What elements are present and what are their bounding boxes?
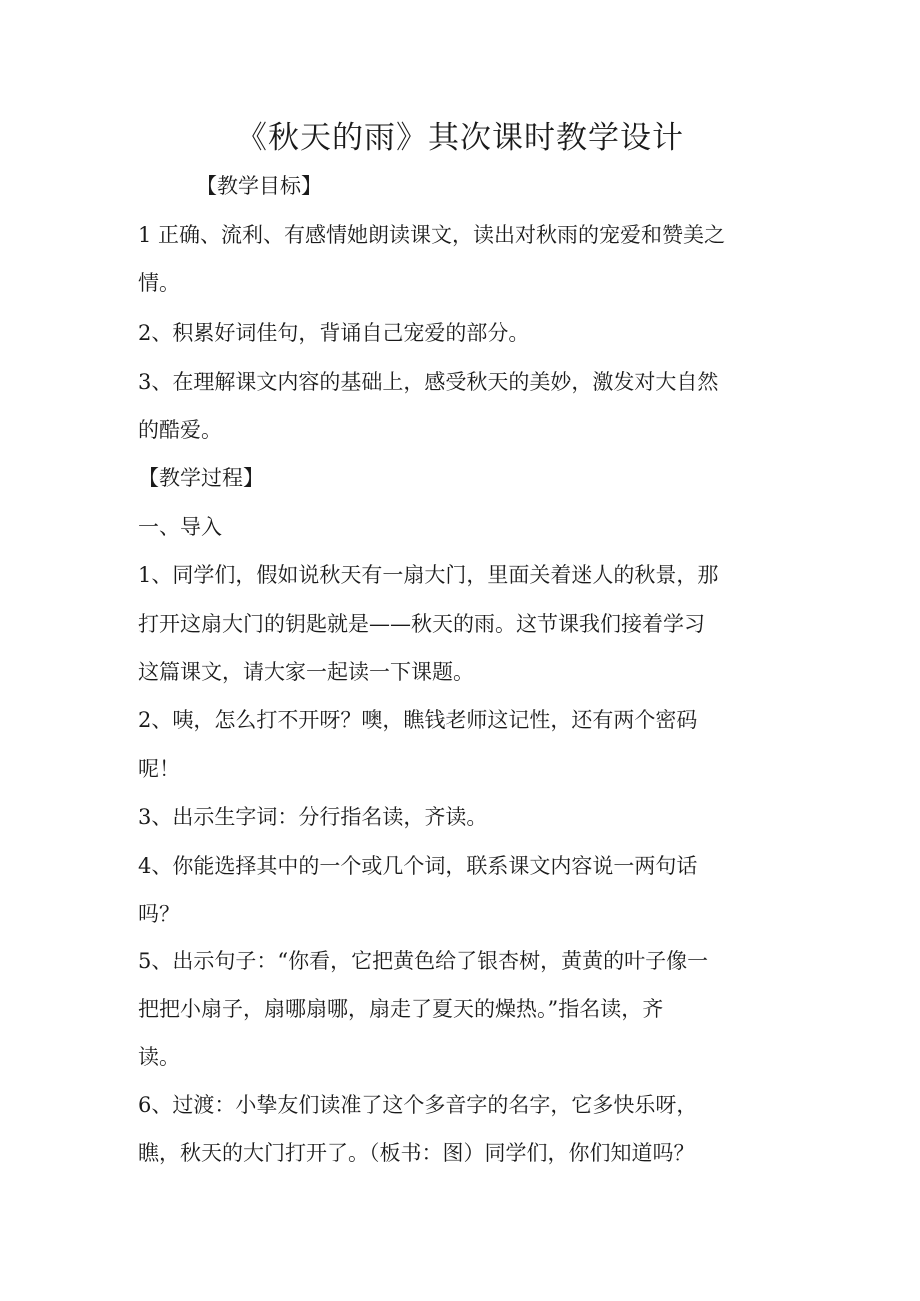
paragraph-line: 把把小扇子，扇哪扇哪，扇走了夏天的燥热。”指名读，齐 — [138, 997, 664, 1021]
paragraph-line: 2、咦，怎么打不开呀？噢，瞧钱老师这记性，还有两个密码 — [138, 708, 698, 732]
paragraph-line: 读。 — [138, 1045, 180, 1069]
subheading-intro: 一、导入 — [138, 515, 222, 539]
paragraph-line: 5、出示句子：“你看，它把黄色给了银杏树，黄黄的叶子像一 — [138, 949, 709, 973]
paragraph-line: 呢！ — [138, 757, 180, 781]
paragraph-line: 1 正确、流利、有感情她朗读课文，读出对秋雨的宠爱和赞美之 — [138, 223, 726, 247]
paragraph-line: 1、同学们，假如说秋天有一扇大门，里面关着迷人的秋景，那 — [138, 563, 719, 587]
paragraph-line: 6、过渡：小挚友们读准了这个多音字的名字，它多快乐呀， — [138, 1093, 698, 1117]
document-title: 《秋天的雨》其次课时教学设计 — [236, 120, 684, 156]
paragraph-line: 2、积累好词佳句，背诵自己宠爱的部分。 — [138, 321, 530, 345]
paragraph-line: 的酷爱。 — [138, 418, 222, 442]
paragraph-line: 吗？ — [138, 902, 180, 926]
paragraph-line: 3、出示生字词：分行指名读，齐读。 — [138, 805, 488, 829]
section-heading-objectives: 【教学目标】 — [196, 174, 322, 198]
paragraph-line: 4、你能选择其中的一个或几个词，联系课文内容说一两句话 — [138, 854, 698, 878]
section-heading-process: 【教学过程】 — [138, 466, 264, 490]
paragraph-line: 打开这扇大门的钥匙就是——秋天的雨。这节课我们接着学习 — [138, 612, 705, 636]
paragraph-line: 瞧，秋天的大门打开了。（板书：图）同学们，你们知道吗？ — [138, 1141, 695, 1165]
paragraph-line: 3、在理解课文内容的基础上，感受秋天的美妙，激发对大自然 — [138, 370, 719, 394]
paragraph-line: 情。 — [138, 271, 180, 295]
paragraph-line: 这篇课文，请大家一起读一下课题。 — [138, 660, 474, 684]
